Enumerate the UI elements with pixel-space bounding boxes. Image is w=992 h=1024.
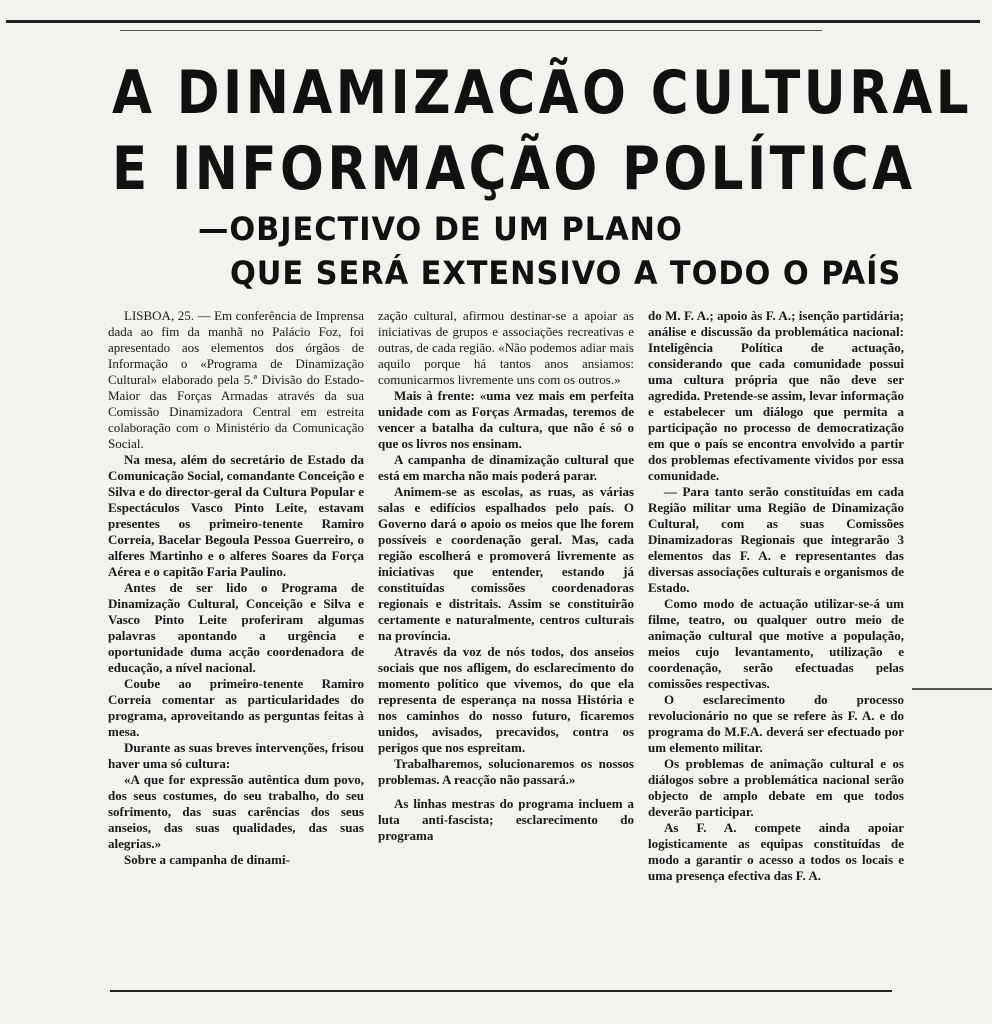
headline-line-2: E INFORMAÇÃO POLÍTICA <box>112 134 916 204</box>
article-paragraph: do M. F. A.; apoio às F. A.; isenção partidária; análise e discussão da problemática nacional: Inteligência Política de actuação, considerando que cada comunidade possui uma cultura própria que não deve ser agredida. Pretende-se assim, levar informação e estabelecer um diálogo que permita a participação no processo de democratização em que o país se encontra envolvido a partir dos problemas efectivamente vividos por essa comunidade. <box>648 308 904 483</box>
margin-mark <box>912 688 992 690</box>
article-paragraph: LISBOA, 25. — Em conferência de Imprensa dada ao fim da manhã no Palácio Foz, foi apresentado aos elementos dos órgãos de Informação o «Programa de Dinamização Cultural» elaborado pela 5.ª Divisão do Estado-Maior das Forças Armadas através da sua Comissão Dinamizadora Central em estreita colaboração com o Ministério da Comunicação Social. <box>108 308 364 451</box>
article-paragraph: As F. A. compete ainda apoiar logisticamente as equipas constituídas de modo a garantir o acesso a todos os locais e uma presença efectiva das F. A. <box>648 820 904 883</box>
article-paragraph: Trabalharemos, solucionaremos os nossos problemas. A reacção não passará.» <box>378 756 634 787</box>
article-paragraph: Mais à frente: «uma vez mais em perfeita unidade com as Forças Armadas, teremos de vencer a batalha da cultura, que não é só o que os livros nos ensinam. <box>378 388 634 451</box>
article-column-3 <box>648 308 904 988</box>
article-paragraph: Através da voz de nós todos, dos anseios sociais que nos afligem, do esclarecimento do momento político que vivemos, do que ela representa de esperança na nossa História e nos caminhos do nosso futuro, ficaremos unidos, avisados, precavidos, contra os perigos que nos espreitam. <box>378 644 634 755</box>
article-column-2 <box>378 308 634 988</box>
article-paragraph: Na mesa, além do secretário de Estado da Comunicação Social, comandante Conceição e Silva e do director-geral da Cultura Popular e Espectáculos Vasco Pinto Leite, estavam presentes os primeiro-tenente Ramiro Correia, Bacelar Begoula Pessoa Guerreiro, o alferes Martinho e o alferes Soares da Força Aérea e o capitão Faria Paulino. <box>108 452 364 579</box>
bottom-rule <box>110 990 892 992</box>
article-paragraph: «A que for expressão autêntica dum povo, dos seus costumes, do seu trabalho, do seu sofrimento, das suas carências dos seus anseios, das suas qualidades, das suas alegrias.» <box>108 772 364 851</box>
subheadline-line-1: —OBJECTIVO DE UM PLANO <box>198 210 683 248</box>
subheadline-line-2: QUE SERÁ EXTENSIVO A TODO O PAÍS <box>230 254 902 292</box>
article-paragraph: Durante as suas breves intervenções, frisou haver uma só cultura: <box>108 740 364 771</box>
article-paragraph: zação cultural, afirmou destinar-se a apoiar as iniciativas de grupos e associações recreativas e outras, de cada região. «Não podemos adiar mais aquilo porque há tantos anos ansiamos: comunicarmos livremente uns com os outros.» <box>378 308 634 387</box>
article-column-1 <box>108 308 364 988</box>
top-thin-rule <box>120 30 822 31</box>
article-body <box>108 308 904 988</box>
article-paragraph: Coube ao primeiro-tenente Ramiro Correia comentar as particularidades do programa, aproveitando as perguntas feitas à mesa. <box>108 676 364 739</box>
article-paragraph: A campanha de dinamização cultural que está em marcha não mais poderá parar. <box>378 452 634 483</box>
article-paragraph: — Para tanto serão constituídas em cada Região militar uma Região de Dinamização Cultural, com as suas Comissões Dinamizadoras Regionais que integrarão 3 elementos das F. A. e representantes das diversas associações culturais e organismos de Estado. <box>648 484 904 595</box>
top-rule <box>6 20 980 23</box>
article-paragraph: As linhas mestras do programa incluem a luta anti-fascista; esclarecimento do programa <box>378 796 634 843</box>
article-paragraph: Antes de ser lido o Programa de Dinamização Cultural, Conceição e Silva e Vasco Pinto Leite proferiram algumas palavras apontando a urgência e oportunidade duma acção coordenadora de educação, a nível nacional. <box>108 580 364 675</box>
headline-line-1: A DINAMIZACÃO CULTURAL <box>112 58 973 128</box>
article-paragraph: Sobre a campanha de dinami- <box>124 852 290 867</box>
article-paragraph: Como modo de actuação utilizar-se-á um filme, teatro, ou qualquer outro meio de animação cultural que motive a população, meios cujo levantamento, utilização e coordenação, serão efectuadas pelas comissões respectivas. <box>648 596 904 691</box>
article-paragraph: Os problemas de animação cultural e os diálogos sobre a problemática nacional serão objecto de amplo debate em que todos deverão participar. <box>648 756 904 819</box>
article-paragraph: O esclarecimento do processo revolucionário no que se refere às F. A. e do programa do M.F.A. deverá ser efectuado por um elemento militar. <box>648 692 904 755</box>
article-paragraph: Animem-se as escolas, as ruas, as várias salas e edifícios espalhados pelo país. O Governo dará o apoio os meios que lhe forem possíveis e coordenação geral. Mas, cada região escolherá e promoverá livremente as iniciativas que entender, estando já constituídas comissões coordenadoras regionais e distritais. Assim se constituirão certamente e naturalmente, centros culturais na província. <box>378 484 634 643</box>
